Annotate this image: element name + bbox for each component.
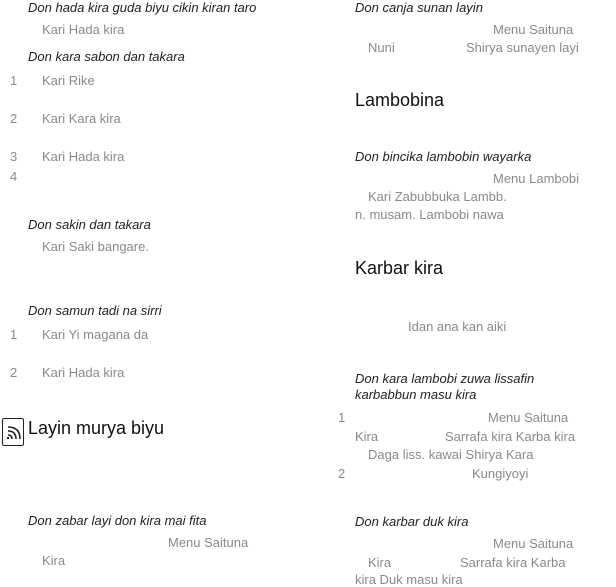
section-title-accept-calls: Karbar kira bbox=[355, 258, 444, 278]
step-number: 1 bbox=[338, 410, 346, 425]
menu-path: kira Duk masu kira bbox=[355, 572, 463, 587]
heading-add-participant: Don kara sabon dan takara bbox=[28, 49, 185, 64]
step-text: Kari Hada kira bbox=[42, 149, 125, 164]
menu-path: Kungiyoyi bbox=[472, 466, 529, 481]
menu-path: Kira bbox=[368, 555, 392, 570]
phone-line-icon bbox=[2, 418, 24, 446]
menu-path: Sarrafa kira Karba bbox=[460, 555, 566, 570]
step-text: Kari Rike bbox=[42, 73, 95, 88]
menu-path: Kira bbox=[42, 553, 66, 568]
menu-path: Nuni bbox=[368, 40, 395, 55]
heading-rename-line: Don canja sunan layin bbox=[355, 0, 483, 15]
menu-path: Menu Saituna bbox=[488, 410, 569, 425]
step-number: 4 bbox=[10, 169, 18, 184]
heading-add-accepted-callers-2: karbabbun masu kira bbox=[355, 387, 477, 402]
merge-calls-instruction: Kari Hada kira bbox=[42, 22, 125, 37]
heading-private-chat: Don samun tadi na sirri bbox=[28, 303, 162, 318]
step-number: 2 bbox=[10, 365, 18, 380]
step-number: 2 bbox=[338, 466, 346, 481]
step-number: 1 bbox=[10, 327, 18, 342]
heading-add-accepted-callers: Don kara lambobi zuwa lissafin bbox=[355, 371, 535, 386]
step-text: Kari Hada kira bbox=[42, 365, 125, 380]
menu-path: Menu Saituna bbox=[168, 535, 249, 550]
menu-path: Kira bbox=[355, 429, 379, 444]
menu-path: Daga liss. kawai Shirya Kara bbox=[368, 447, 534, 462]
step-number: 3 bbox=[10, 149, 18, 164]
menu-path: Menu Saituna bbox=[493, 22, 574, 37]
heading-accept-all-calls: Don karbar duk kira bbox=[355, 514, 469, 529]
menu-path: Menu Lambobi bbox=[493, 171, 579, 186]
heading-select-outgoing-line: Don zabar layi don kira mai fita bbox=[28, 513, 207, 528]
release-instruction: Kari Saki bangare. bbox=[42, 239, 149, 254]
heading-release-participant: Don sakin dan takara bbox=[28, 217, 151, 232]
step-number: 2 bbox=[10, 111, 18, 126]
step-text: Kari Kara kira bbox=[42, 111, 121, 126]
menu-path: n. musam. Lambobi nawa bbox=[355, 207, 504, 222]
section-title-dual-line: Layin murya biyu bbox=[28, 418, 165, 438]
section-title-my-numbers: Lambobina bbox=[355, 90, 445, 110]
menu-path: Shirya sunayen layi bbox=[466, 40, 579, 55]
step-number: 1 bbox=[10, 73, 18, 88]
menu-path: Sarrafa kira Karba kira bbox=[445, 429, 576, 444]
step-text: Kari Yi magana da bbox=[42, 327, 149, 342]
centered-note: Idan ana kan aiki bbox=[408, 319, 507, 334]
heading-check-numbers: Don bincika lambobin wayarka bbox=[355, 149, 532, 164]
menu-path: Kari Zabubbuka Lambb. bbox=[368, 189, 507, 204]
heading-merge-calls: Don hada kira guda biyu cikin kiran taro bbox=[28, 0, 257, 15]
menu-path: Menu Saituna bbox=[493, 536, 574, 551]
